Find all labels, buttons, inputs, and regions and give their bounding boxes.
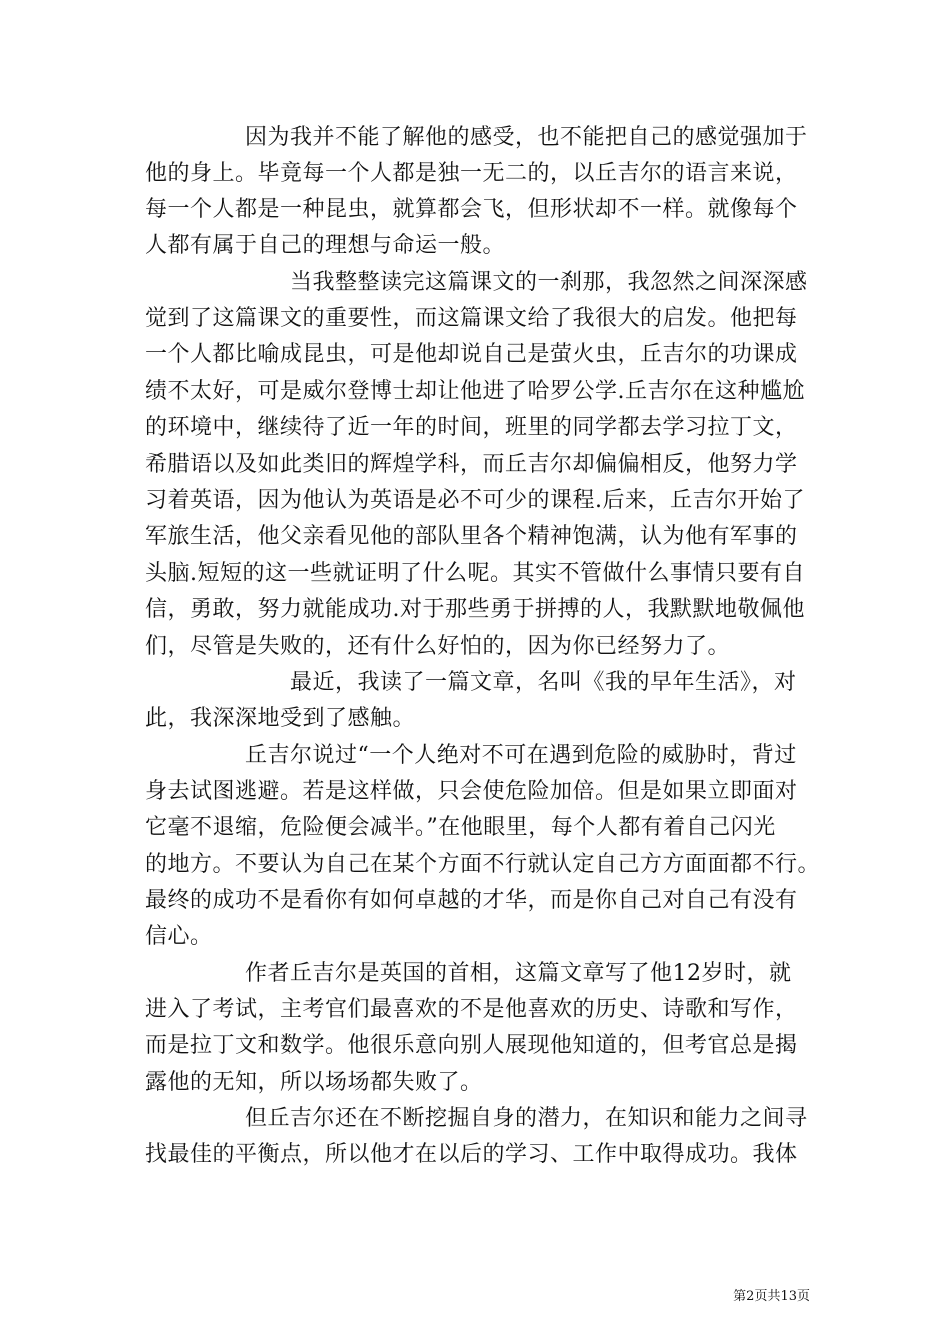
- text-line: 习着英语，因为他认为英语是必不可少的课程.后来，丘吉尔开始了: [145, 488, 805, 513]
- text-line: 进入了考试，主考官们最喜欢的不是他喜欢的历史、诗歌和写作，: [145, 997, 798, 1022]
- text-line: 此，我深深地受到了感触。: [145, 706, 416, 731]
- text-line: 头脑.短短的这一些就证明了什么呢。其实不管做什么事情只要有自: [145, 561, 805, 586]
- text-line: 一个人都比喻成昆虫，可是他却说自己是萤火虫，丘吉尔的功课成: [145, 342, 798, 367]
- text-line: 作者丘吉尔是英国的首相，这篇文章写了他12岁时，就: [245, 961, 792, 986]
- text-line: 军旅生活，他父亲看见他的部队里各个精神饱满，认为他有军事的: [145, 524, 798, 549]
- text-line: 们，尽管是失败的，还有什么好怕的，因为你已经努力了。: [145, 634, 731, 659]
- text-line: 他的身上。毕竟每一个人都是独一无二的，以丘吉尔的语言来说，: [145, 161, 798, 186]
- text-line: 信，勇敢，努力就能成功.对于那些勇于拼搏的人，我默默地敬佩他: [145, 597, 805, 622]
- text-line: 人都有属于自己的理想与命运一般。: [145, 233, 506, 258]
- text-line: 露他的无知，所以场场都失败了。: [145, 1070, 483, 1095]
- text-line: 但丘吉尔还在不断挖掘自身的潜力，在知识和能力之间寻: [245, 1106, 808, 1131]
- text-line: 最终的成功不是看你有如何卓越的才华，而是你自己对自己有没有: [145, 888, 798, 913]
- text-line: 觉到了这篇课文的重要性，而这篇课文给了我很大的启发。他把每: [145, 306, 798, 331]
- text-line: 信心。: [145, 924, 213, 949]
- text-line: 因为我并不能了解他的感受，也不能把自己的感觉强加于: [245, 125, 808, 150]
- text-line: 绩不太好，可是威尔登博士却让他进了哈罗公学.丘吉尔在这种尴尬: [145, 379, 805, 404]
- text-line: 身去试图逃避。若是这样做，只会使危险加倍。但是如果立即面对: [145, 779, 798, 804]
- text-line: 的地方。不要认为自己在某个方面不行就认定自己方方面面都不行。: [145, 852, 821, 877]
- text-line: 最近，我读了一篇文章，名叫《我的早年生活》，对: [290, 670, 797, 695]
- text-line: 找最佳的平衡点，所以他才在以后的学习、工作中取得成功。我体: [145, 1142, 798, 1167]
- text-line: 每一个人都是一种昆虫，就算都会飞，但形状却不一样。就像每个: [145, 197, 798, 222]
- text-line: 而是拉丁文和数学。他很乐意向别人展现他知道的，但考官总是揭: [145, 1033, 798, 1058]
- text-line: 丘吉尔说过“一个人绝对不可在遇到危险的威胁时，背过: [245, 743, 797, 768]
- text-line: 当我整整读完这篇课文的一刹那，我忽然之间深深感: [290, 270, 808, 295]
- text-line: 它毫不退缩，危险便会减半。”在他眼里，每个人都有着自己闪光: [145, 815, 776, 840]
- text-line: 的环境中，继续待了近一年的时间，班里的同学都去学习拉丁文，: [145, 415, 798, 440]
- page-number: 第2页共13页: [733, 1289, 810, 1304]
- text-line: 希腊语以及如此类旧的辉煌学科，而丘吉尔却偏偏相反，他努力学: [145, 452, 798, 477]
